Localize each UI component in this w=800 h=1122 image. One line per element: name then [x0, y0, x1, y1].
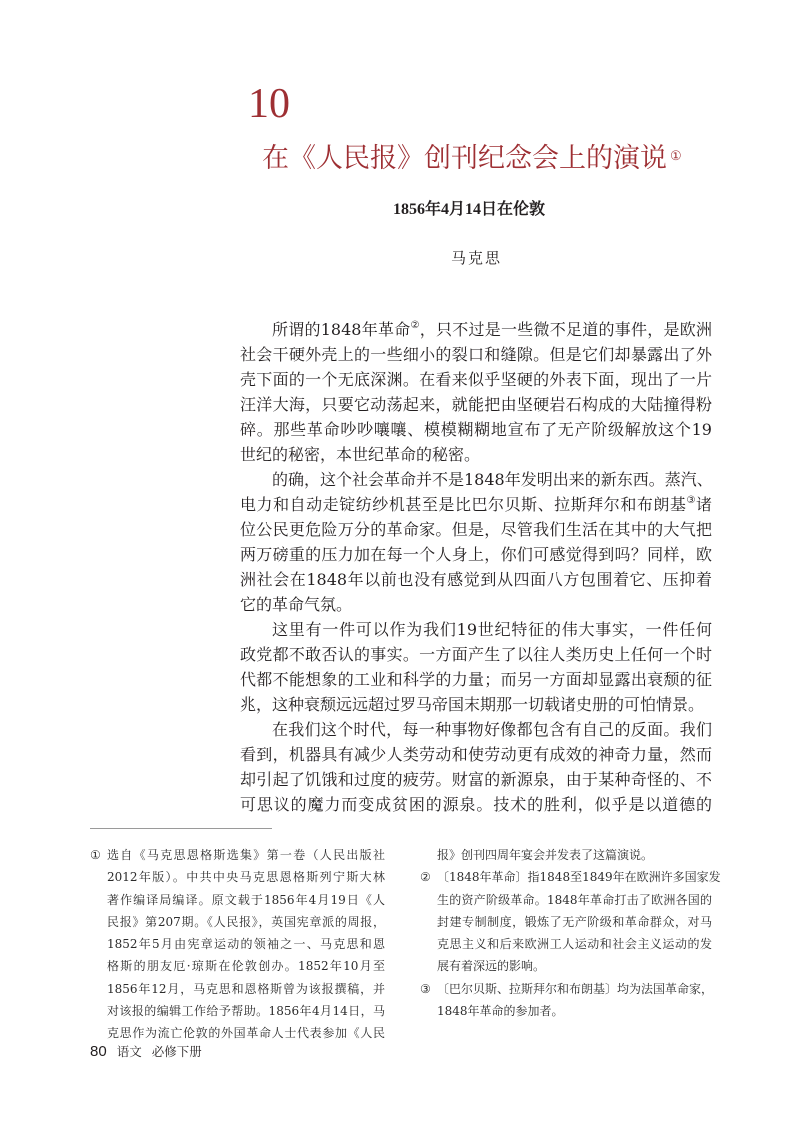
text-run: 洲社会在1848年以前也没有感觉到从四面八方包围着它、压抑着	[240, 570, 712, 589]
text-run: ，只不过是一些微不足道的事件，是欧洲	[419, 320, 712, 339]
footnote-line	[420, 911, 712, 933]
footnote-text: 对该报的编辑工作给予帮助。1856年4月14日，马	[107, 1004, 385, 1019]
body-line	[240, 367, 712, 392]
footnote-line	[420, 889, 712, 911]
text-run: 世纪的秘密，本世纪革命的秘密。	[240, 445, 481, 464]
text-run: 汪洋大海，只要它动荡起来，就能把由坚硬岩石构成的大陆撞得粉	[240, 395, 712, 414]
paragraph	[240, 317, 712, 467]
text-run: 代都不能想象的工业和科学的力量；而另一方面却显露出衰颓的征	[240, 670, 712, 689]
text-run: 这里有一件可以作为我们19世纪特征的伟大事实，一件任何	[272, 620, 712, 639]
footnote-marker: ①	[90, 848, 101, 862]
body-line	[240, 417, 712, 442]
author-name: 马克思	[451, 249, 503, 267]
body-line	[240, 792, 712, 817]
body-line	[240, 317, 712, 342]
body-line	[240, 742, 712, 767]
footnote-line	[90, 933, 385, 955]
page-footer	[90, 1041, 202, 1062]
footnote-line	[420, 978, 712, 1000]
body-line	[240, 492, 712, 517]
footnote-line	[90, 911, 385, 933]
footnote-marker: ②	[420, 870, 431, 885]
footnote-marker: ③	[420, 981, 431, 996]
text-run: 兆，这种衰颓远远超过罗马帝国末期那一切载诸史册的可怕情景。	[240, 695, 705, 714]
body-line	[240, 667, 712, 692]
body-line	[240, 617, 712, 642]
paragraph	[240, 467, 712, 617]
footnote-ref: ②	[410, 320, 420, 331]
text-run: 电力和自动走锭纺纱机甚至是比巴尔贝斯、拉斯拜尔和布朗基	[240, 495, 687, 514]
footnote-text: 〔巴尔贝斯、拉斯拜尔和布朗基〕均为法国革命家，	[437, 981, 714, 996]
footnote-text: 著作编译局编译。原文载于1856年4月19日《人	[107, 892, 385, 907]
footnote-line	[90, 955, 385, 977]
footnote-line	[90, 978, 385, 1000]
footnote-divider	[90, 828, 272, 829]
text-run: 两万磅重的压力加在每一个人身上，你们可感觉得到吗？同样，欧	[240, 545, 712, 564]
footnote-line	[90, 889, 385, 911]
text-run: 的确，这个社会革命并不是1848年发明出来的新东西。蒸汽、	[272, 470, 713, 489]
paragraph	[240, 717, 712, 817]
paragraph	[240, 617, 712, 717]
text-run: 壳下面的一个无底深渊。在看来似乎坚硬的外表下面，现出了一片	[240, 370, 712, 389]
footnote-text: 克思主义和后来欧洲工人运动和社会主义运动的发	[437, 937, 712, 952]
footnote-line	[420, 844, 712, 866]
footnote-text: 1852年5月由宪章运动的领袖之一、马克思和恩	[107, 937, 385, 952]
footnotes-left-column	[90, 844, 385, 1045]
lesson-title	[262, 142, 682, 176]
footnote-line	[420, 955, 712, 977]
lesson-number: 10	[248, 81, 290, 127]
title-footnote-ref: ①	[670, 149, 682, 164]
body-line	[240, 342, 712, 367]
text-run: 它的革命气氛。	[240, 595, 353, 614]
subject-name: 语文	[116, 1044, 142, 1059]
text-run: 在我们这个时代，每一种事物好像都包含有自己的反面。我们	[272, 720, 712, 739]
body-line	[240, 642, 712, 667]
body-line	[240, 567, 712, 592]
footnote-ref: ③	[686, 495, 696, 506]
text-run: 看到，机器具有减少人类劳动和使劳动更有成效的神奇力量，然而	[240, 745, 712, 764]
footnotes-right-column	[420, 844, 721, 1022]
footnote-line	[420, 933, 712, 955]
footnote-text: 克思作为流亡伦敦的外国革命人士代表参加《人民	[107, 1026, 385, 1041]
footnote-line	[90, 844, 385, 866]
text-run: 社会干硬外壳上的一些细小的裂口和缝隙。但是它们却暴露出了外	[240, 345, 712, 364]
footnote-line	[420, 1000, 712, 1022]
text-run: 碎。那些革命吵吵嚷嚷、模模糊糊地宣布了无产阶级解放这个19	[240, 420, 712, 439]
footnote-text: 2012年版）。中共中央马克思恩格斯列宁斯大林	[107, 870, 385, 885]
text-run: 可思议的魔力而变成贫困的源泉。技术的胜利，似乎是以道德的	[240, 795, 712, 814]
footnote-text: 1856年12月，马克思和恩格斯曾为该报撰稿，并	[107, 981, 385, 996]
body-text	[240, 317, 712, 817]
body-line	[240, 392, 712, 417]
footnote-text: 1848年革命的参加者。	[437, 1004, 564, 1019]
footnote-line	[90, 866, 385, 888]
footnote-text: 格斯的朋友厄·琼斯在伦敦创办。1852年10月至	[107, 959, 385, 974]
body-line	[240, 467, 712, 492]
footnote	[420, 978, 712, 1023]
footnote-text: 民报》第207期。《人民报》，英国宪章派的周报，	[107, 914, 385, 929]
footnote	[420, 866, 721, 977]
footnote-text: 封建专制制度，锻炼了无产阶级和革命群众，对马	[437, 914, 712, 929]
text-run: 政党都不敢否认的事实。一方面产生了以往人类历史上任何一个时	[240, 645, 712, 664]
body-line	[240, 442, 712, 467]
text-run: 诸	[695, 495, 712, 514]
volume-name: 必修下册	[151, 1044, 202, 1059]
footnote-text: 展有着深远的影响。	[437, 959, 546, 974]
text-run: 却引起了饥饿和过度的疲劳。财富的新源泉，由于某种奇怪的、不	[240, 770, 712, 789]
text-run: 位公民更危险万分的革命家。但是，尽管我们生活在其中的大气把	[240, 520, 712, 539]
footnote	[90, 844, 385, 1045]
footnote-line	[420, 866, 721, 888]
lesson-subtitle: 1856年4月14日在伦敦	[393, 201, 546, 218]
text-run: 所谓的1848年革命	[272, 320, 411, 339]
footnote	[420, 844, 712, 866]
body-line	[240, 517, 712, 542]
body-line	[240, 592, 712, 617]
footnote-text: 选自《马克思恩格斯选集》第一卷（人民出版社	[107, 848, 385, 862]
lesson-title-text: 在《人民报》创刊纪念会上的演说	[262, 143, 667, 174]
body-line	[240, 692, 712, 717]
footnote-text: 报》创刊四周年宴会并发表了这篇演说。	[437, 848, 654, 862]
body-line	[240, 717, 712, 742]
footnote-text: 〔1848年革命〕指1848至1849年在欧洲许多国家发	[437, 870, 721, 885]
footnote-text: 生的资产阶级革命。1848年革命打击了欧洲各国的	[437, 892, 712, 907]
body-line	[240, 542, 712, 567]
footnote-line	[90, 1000, 385, 1022]
body-line	[240, 767, 712, 792]
page-number: 80	[90, 1043, 107, 1060]
